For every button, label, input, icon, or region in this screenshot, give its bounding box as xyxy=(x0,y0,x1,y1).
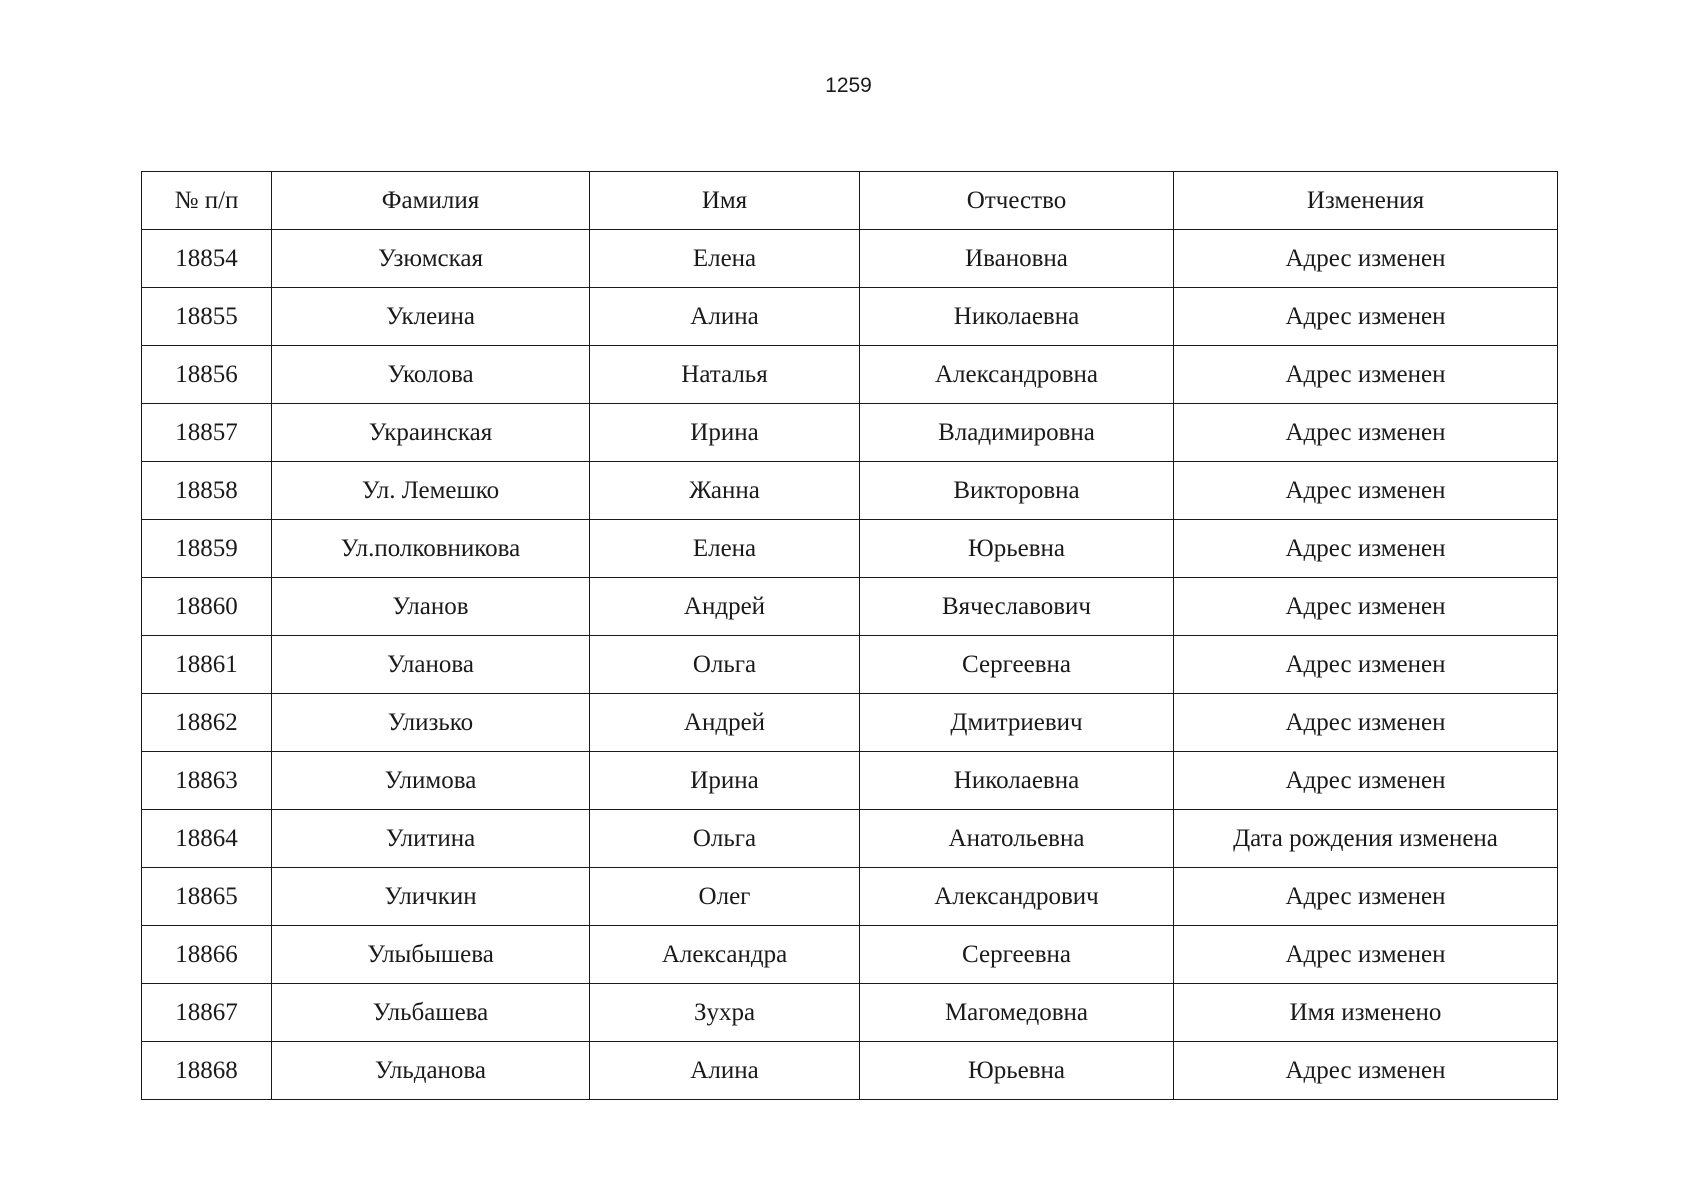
table-row xyxy=(142,404,1558,462)
table-row xyxy=(142,288,1558,346)
table-row xyxy=(142,926,1558,984)
cell-first-name: Зухра xyxy=(590,984,860,1042)
cell-changes: Дата рождения изменена xyxy=(1174,810,1558,868)
cell-first-name: Жанна xyxy=(590,462,860,520)
cell-surname: Уличкин xyxy=(272,868,590,926)
table-row xyxy=(142,868,1558,926)
cell-index: 18860 xyxy=(142,578,272,636)
header-surname: Фамилия xyxy=(272,172,590,230)
cell-index: 18854 xyxy=(142,230,272,288)
cell-patronymic: Ивановна xyxy=(860,230,1174,288)
cell-index: 18857 xyxy=(142,404,272,462)
header-index: № п/п xyxy=(142,172,272,230)
cell-first-name: Алина xyxy=(590,1042,860,1100)
cell-surname: Улимова xyxy=(272,752,590,810)
cell-first-name: Наталья xyxy=(590,346,860,404)
header-changes: Изменения xyxy=(1174,172,1558,230)
cell-index: 18864 xyxy=(142,810,272,868)
cell-patronymic: Николаевна xyxy=(860,288,1174,346)
cell-patronymic: Дмитриевич xyxy=(860,694,1174,752)
cell-patronymic: Викторовна xyxy=(860,462,1174,520)
table-row xyxy=(142,462,1558,520)
cell-patronymic: Юрьевна xyxy=(860,520,1174,578)
cell-index: 18861 xyxy=(142,636,272,694)
cell-surname: Улыбышева xyxy=(272,926,590,984)
cell-patronymic: Юрьевна xyxy=(860,1042,1174,1100)
cell-surname: Ульбашева xyxy=(272,984,590,1042)
cell-first-name: Олег xyxy=(590,868,860,926)
table-row xyxy=(142,230,1558,288)
header-row xyxy=(142,172,1558,230)
cell-patronymic: Магомедовна xyxy=(860,984,1174,1042)
cell-index: 18868 xyxy=(142,1042,272,1100)
cell-patronymic: Александровна xyxy=(860,346,1174,404)
table-body xyxy=(142,230,1558,1100)
cell-changes: Адрес изменен xyxy=(1174,230,1558,288)
cell-surname: Уланов xyxy=(272,578,590,636)
cell-surname: Уколова xyxy=(272,346,590,404)
cell-first-name: Елена xyxy=(590,520,860,578)
table-row xyxy=(142,1042,1558,1100)
cell-patronymic: Анатольевна xyxy=(860,810,1174,868)
cell-first-name: Ирина xyxy=(590,752,860,810)
cell-patronymic: Николаевна xyxy=(860,752,1174,810)
cell-patronymic: Сергеевна xyxy=(860,926,1174,984)
cell-changes: Адрес изменен xyxy=(1174,520,1558,578)
cell-changes: Адрес изменен xyxy=(1174,868,1558,926)
cell-changes: Адрес изменен xyxy=(1174,288,1558,346)
cell-first-name: Андрей xyxy=(590,694,860,752)
cell-surname: Улизько xyxy=(272,694,590,752)
cell-patronymic: Сергеевна xyxy=(860,636,1174,694)
page-number: 1259 xyxy=(825,74,872,97)
table-row xyxy=(142,694,1558,752)
cell-patronymic: Вячеславович xyxy=(860,578,1174,636)
table-row xyxy=(142,578,1558,636)
cell-index: 18866 xyxy=(142,926,272,984)
cell-changes: Адрес изменен xyxy=(1174,752,1558,810)
cell-patronymic: Александрович xyxy=(860,868,1174,926)
cell-index: 18863 xyxy=(142,752,272,810)
cell-surname: Уклеина xyxy=(272,288,590,346)
cell-changes: Адрес изменен xyxy=(1174,636,1558,694)
cell-first-name: Алина xyxy=(590,288,860,346)
table-row xyxy=(142,984,1558,1042)
cell-changes: Адрес изменен xyxy=(1174,1042,1558,1100)
table-row xyxy=(142,520,1558,578)
table-row xyxy=(142,636,1558,694)
cell-patronymic: Владимировна xyxy=(860,404,1174,462)
cell-index: 18855 xyxy=(142,288,272,346)
cell-index: 18862 xyxy=(142,694,272,752)
cell-index: 18859 xyxy=(142,520,272,578)
cell-surname: Ул. Лемешко xyxy=(272,462,590,520)
cell-surname: Ул.полковникова xyxy=(272,520,590,578)
cell-index: 18867 xyxy=(142,984,272,1042)
table-header xyxy=(142,172,1558,230)
cell-changes: Адрес изменен xyxy=(1174,462,1558,520)
cell-surname: Уланова xyxy=(272,636,590,694)
cell-first-name: Александра xyxy=(590,926,860,984)
cell-surname: Ульданова xyxy=(272,1042,590,1100)
table-row xyxy=(142,810,1558,868)
cell-surname: Улитина xyxy=(272,810,590,868)
cell-first-name: Ирина xyxy=(590,404,860,462)
cell-index: 18865 xyxy=(142,868,272,926)
cell-changes: Адрес изменен xyxy=(1174,578,1558,636)
header-first-name: Имя xyxy=(590,172,860,230)
cell-changes: Адрес изменен xyxy=(1174,926,1558,984)
table-row xyxy=(142,346,1558,404)
cell-surname: Узюмская xyxy=(272,230,590,288)
cell-first-name: Андрей xyxy=(590,578,860,636)
changes-table xyxy=(141,171,1558,1100)
cell-index: 18858 xyxy=(142,462,272,520)
cell-first-name: Ольга xyxy=(590,810,860,868)
cell-changes: Имя изменено xyxy=(1174,984,1558,1042)
cell-index: 18856 xyxy=(142,346,272,404)
cell-changes: Адрес изменен xyxy=(1174,404,1558,462)
header-patronymic: Отчество xyxy=(860,172,1174,230)
cell-changes: Адрес изменен xyxy=(1174,694,1558,752)
cell-first-name: Елена xyxy=(590,230,860,288)
table-row xyxy=(142,752,1558,810)
cell-first-name: Ольга xyxy=(590,636,860,694)
cell-surname: Украинская xyxy=(272,404,590,462)
cell-changes: Адрес изменен xyxy=(1174,346,1558,404)
